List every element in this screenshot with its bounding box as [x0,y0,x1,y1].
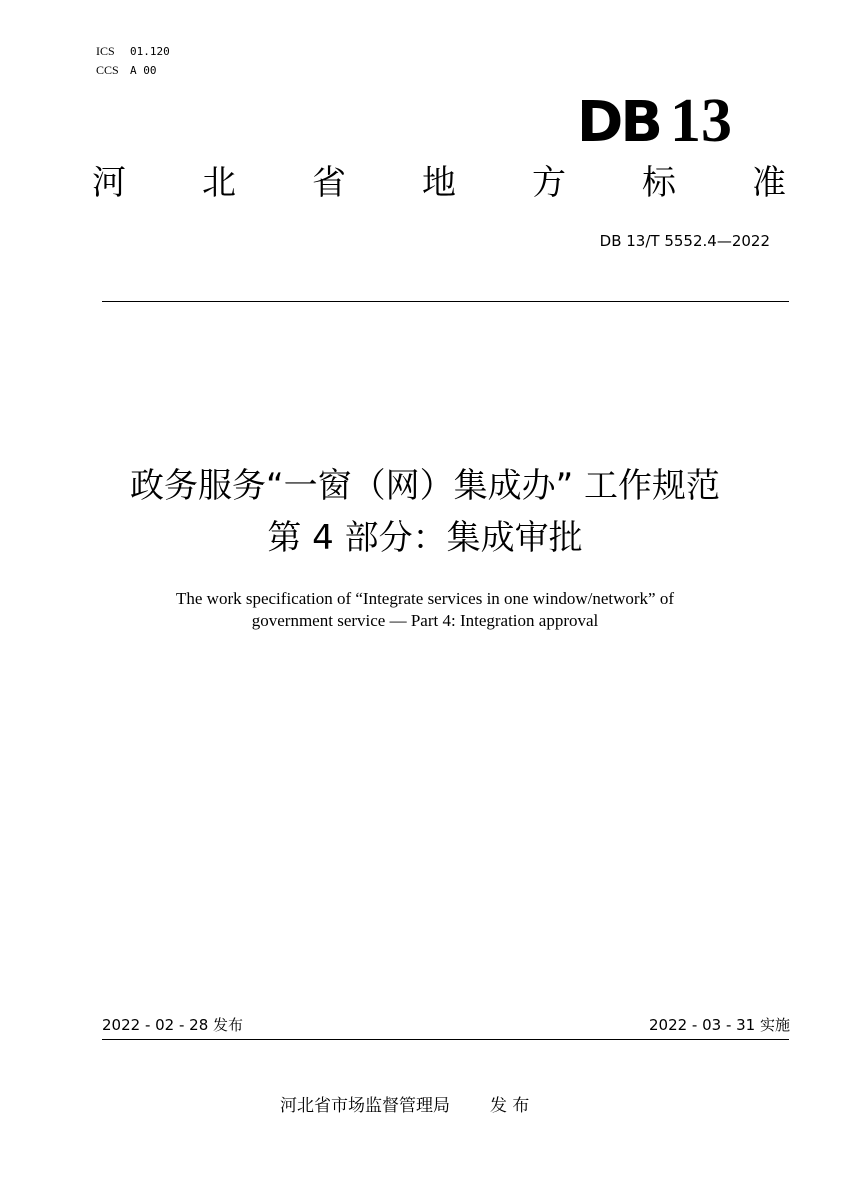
standard-type-char: 标 [642,163,676,203]
logo-db-text: DB [576,90,660,155]
publisher-action: 发 布 [490,1096,530,1116]
issue-date: 2022 - 02 - 28 发布 [102,1016,244,1034]
standard-type-char: 北 [202,163,236,203]
title-english-line2: government service — Part 4: Integration approval [251,611,599,630]
standard-type-char: 准 [752,163,786,203]
bottom-divider [102,1039,789,1040]
ccs-label: CCS [96,63,119,77]
implementation-date: 2022 - 03 - 31 实施 [648,1016,790,1034]
classification-codes [96,42,170,80]
logo-number-text: 13 [670,87,732,155]
standard-number: DB 13/T 5552.4—2022 [599,232,770,250]
publisher-name: 河北省市场监督管理局 [280,1096,450,1116]
publisher-line [280,1094,529,1118]
ccs-code [96,61,170,80]
standard-type-char: 省 [312,163,346,203]
ics-label: ICS [96,44,115,58]
top-divider [102,301,789,302]
ics-code [96,42,170,61]
standard-type-char: 地 [422,163,456,203]
title-chinese-line1: 政务服务“一窗（网）集成办” 工作规范 [129,466,721,506]
title-chinese-line2: 第 4 部分：集成审批 [267,518,583,558]
standard-type-char: 河 [92,163,126,203]
db13-logo [577,86,732,158]
ics-value: 01.120 [130,45,170,58]
standard-type-char: 方 [532,163,566,203]
ccs-value: A 00 [130,64,157,77]
title-english-line1: The work specification of “Integrate services in one window/network” of [175,589,674,608]
standard-type-heading [92,160,786,206]
